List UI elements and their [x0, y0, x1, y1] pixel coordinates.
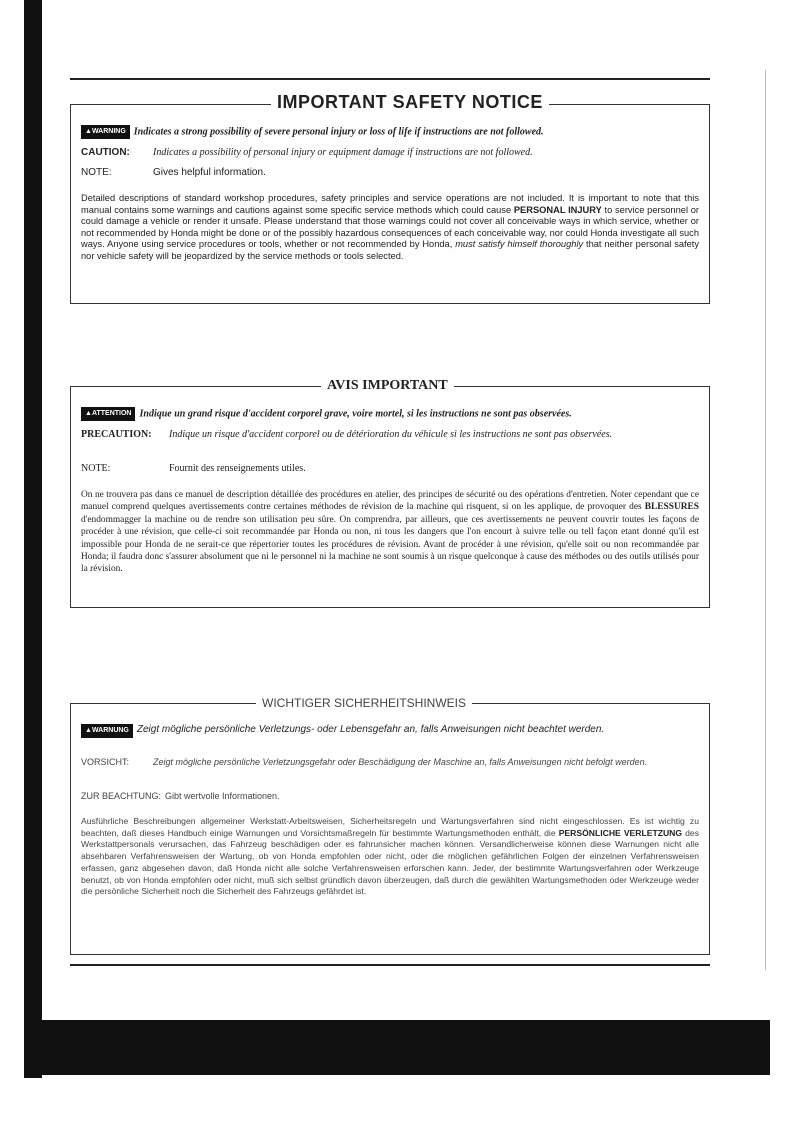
french-note-label: NOTE:	[81, 463, 111, 474]
german-warning-row	[81, 724, 699, 738]
french-warning-row	[81, 407, 572, 421]
english-caution-row	[81, 147, 533, 159]
scan-left-shadow	[24, 0, 42, 1078]
french-caution-text: Indique un risque d'accident corporel ou de détérioration du véhicule si les instructions ne sont pas observées.	[169, 429, 613, 440]
english-notice-box	[70, 92, 710, 304]
scan-bottom-shadow	[42, 1020, 770, 1075]
scan-margin	[0, 0, 24, 1122]
english-body-italic: must satisfy himself thoroughly	[455, 239, 584, 250]
scan-bottom-margin	[0, 1078, 793, 1122]
top-rule	[70, 78, 710, 80]
german-body-bold: PERSÖNLICHE VERLETZUNG	[558, 827, 683, 838]
german-body-part1: Ausführliche Beschreibungen allgemeiner Werkstatt-Arbeitsweisen, Sicherheitsregeln und Wartungsverfahren sind nicht eingeschlossen. Es ist wichtig zu beachten, daß dieses Handbuch einige Warnungen und Vorsichtsmaßregeln für bestimmte Wartungsmethoden enthält, die	[81, 816, 699, 838]
french-body-part1: On ne trouvera pas dans ce manuel de description détaillée des procédures en atelier, des principes de sécurité ou des opérations d'entretien. Noter cependant que ce manuel comprend quelques avertissements contre certaines méthodes de révision de la machine qui risquent, si on les applique, de provoquer des	[81, 490, 699, 513]
french-note-row	[81, 463, 306, 475]
english-warning-text: Indicates a strong possibility of severe personal injury or loss of life if instructions are not followed.	[133, 126, 544, 138]
french-body-bold: BLESSURES	[644, 502, 699, 513]
german-note-row	[81, 790, 280, 802]
english-warning-row	[81, 125, 544, 139]
english-note-text: Gives helpful information.	[153, 167, 266, 178]
english-note-label: NOTE:	[81, 167, 112, 178]
english-body-bold: PERSONAL INJURY	[513, 204, 602, 215]
english-note-row	[81, 167, 266, 179]
german-caution-text: Zeigt mögliche persönliche Verletzungsgefahr oder Beschädigung der Maschine an, falls Anweisungen nicht befolgt werden.	[153, 757, 648, 767]
german-caution-label: VORSICHT:	[81, 757, 130, 767]
warning-badge	[81, 125, 130, 139]
german-note-label: ZUR BEACHTUNG:	[81, 791, 162, 801]
attention-badge	[81, 407, 135, 421]
french-body	[81, 489, 699, 576]
english-caution-label: CAUTION:	[81, 147, 130, 158]
german-title: WICHTIGER SICHERHEITSHINWEIS	[256, 696, 472, 710]
scan-edge-line	[765, 70, 766, 970]
english-body-part1: Detailed descriptions of standard workshop procedures, safety principles and service operations are not included. It is important to note that this manual contains some warnings and cautions against some specific service methods which could cause	[81, 193, 699, 215]
english-caution-text: Indicates a possibility of personal injury or equipment damage if instructions are not followed.	[153, 147, 533, 158]
german-body-part2: des Werkstattpersonals verursachen, das Fahrzeug beschädigen oder es fahrunsicher machen können. Versandlicherweise können diese Warnungen nicht alle absehbaren Verfahrensweisen der Wartung, ob von Honda empfohlen oder nicht, oder die möglichen gefährlichen Folgen der einzelnen Verfahrensweisen erfassen, ganz abgesehen davon, daß Honda nicht alle solche Verfahrensweisen erforschen kann. Jeder, der bestimmte Wartungsverfahren oder Werkzeuge benutzt, ob von Honda empfohlen oder nicht, muß sich selbst gründlich davon überzeugen, daß durch die gewählten Wartungsmethoden oder Werkzeuge weder die persönliche Sicherheit noch die Sicherheit des Fahrzeugs gefährdet ist.	[81, 827, 699, 897]
french-caution-row	[81, 429, 699, 441]
attention-icon: ▲	[85, 410, 92, 417]
french-caution-label: PRECAUTION:	[81, 429, 152, 440]
attention-badge-label: ATTENTION	[91, 410, 132, 417]
bottom-rule	[70, 964, 710, 966]
french-notice-box	[70, 378, 710, 608]
french-title: AVIS IMPORTANT	[321, 378, 454, 394]
french-body-part2: d'endommagger la machine ou de rendre son utilisation peu sûre. On comprendra, par ailleurs, que ces avertissements ne peuvent couvrir toutes les façons de procéder à une révision, que celle-ci soit recommandée par Honda ou non, ni tous les dangers que l'on encourt à suivre telle ou tell façon etant donné qu'il est impossible pour Honda de ne serait-ce que répertorier toutes les procédures de révision. Avant de procéder à une révision, qu'elle soit ou non recommandée par Honda; il faudra donc s'assurer absolument que ni le personnel ni la machine ne sont soumis à un risque quelconque à cause des méthodes ou des outils utilisés pour la révision.	[81, 514, 699, 575]
french-note-text: Fournit des renseignements utiles.	[169, 463, 306, 474]
warnung-icon: ▲	[85, 727, 92, 734]
warnung-badge-label: WARNUNG	[91, 727, 129, 734]
french-warning-text: Indique un grand risque d'accident corporel grave, voire mortel, si les instructions ne sont pas observées.	[139, 408, 572, 420]
german-notice-box	[70, 696, 710, 955]
german-note-text: Gibt wertvolle Informationen.	[165, 791, 280, 801]
warning-badge-label: WARNING	[91, 128, 126, 135]
english-title: IMPORTANT SAFETY NOTICE	[271, 92, 549, 113]
german-warning-text: Zeigt mögliche persönliche Verletzungs- oder Lebensgefahr an, falls Anweisungen nicht beachtet werden.	[136, 724, 605, 735]
german-body	[81, 816, 699, 898]
english-body-part3: that neither personal safety nor vehicle safety will be jeopardized by the service methods or tools selected.	[81, 239, 699, 261]
english-body	[81, 193, 699, 263]
german-caution-row	[81, 756, 699, 768]
warning-icon: ▲	[85, 128, 92, 135]
warnung-badge	[81, 724, 133, 738]
english-body-part2: to service personnel or could damage a vehicle or render it unsafe. Please understand that those warnings could not cover all conceivable ways in which service, whether or not recommended by Honda might be done or of the possibly hazardous consequences of each conceivable way, nor could Honda investigate all such ways. Anyone using service procedures or tools, whether or not recommended by Honda,	[81, 204, 699, 250]
